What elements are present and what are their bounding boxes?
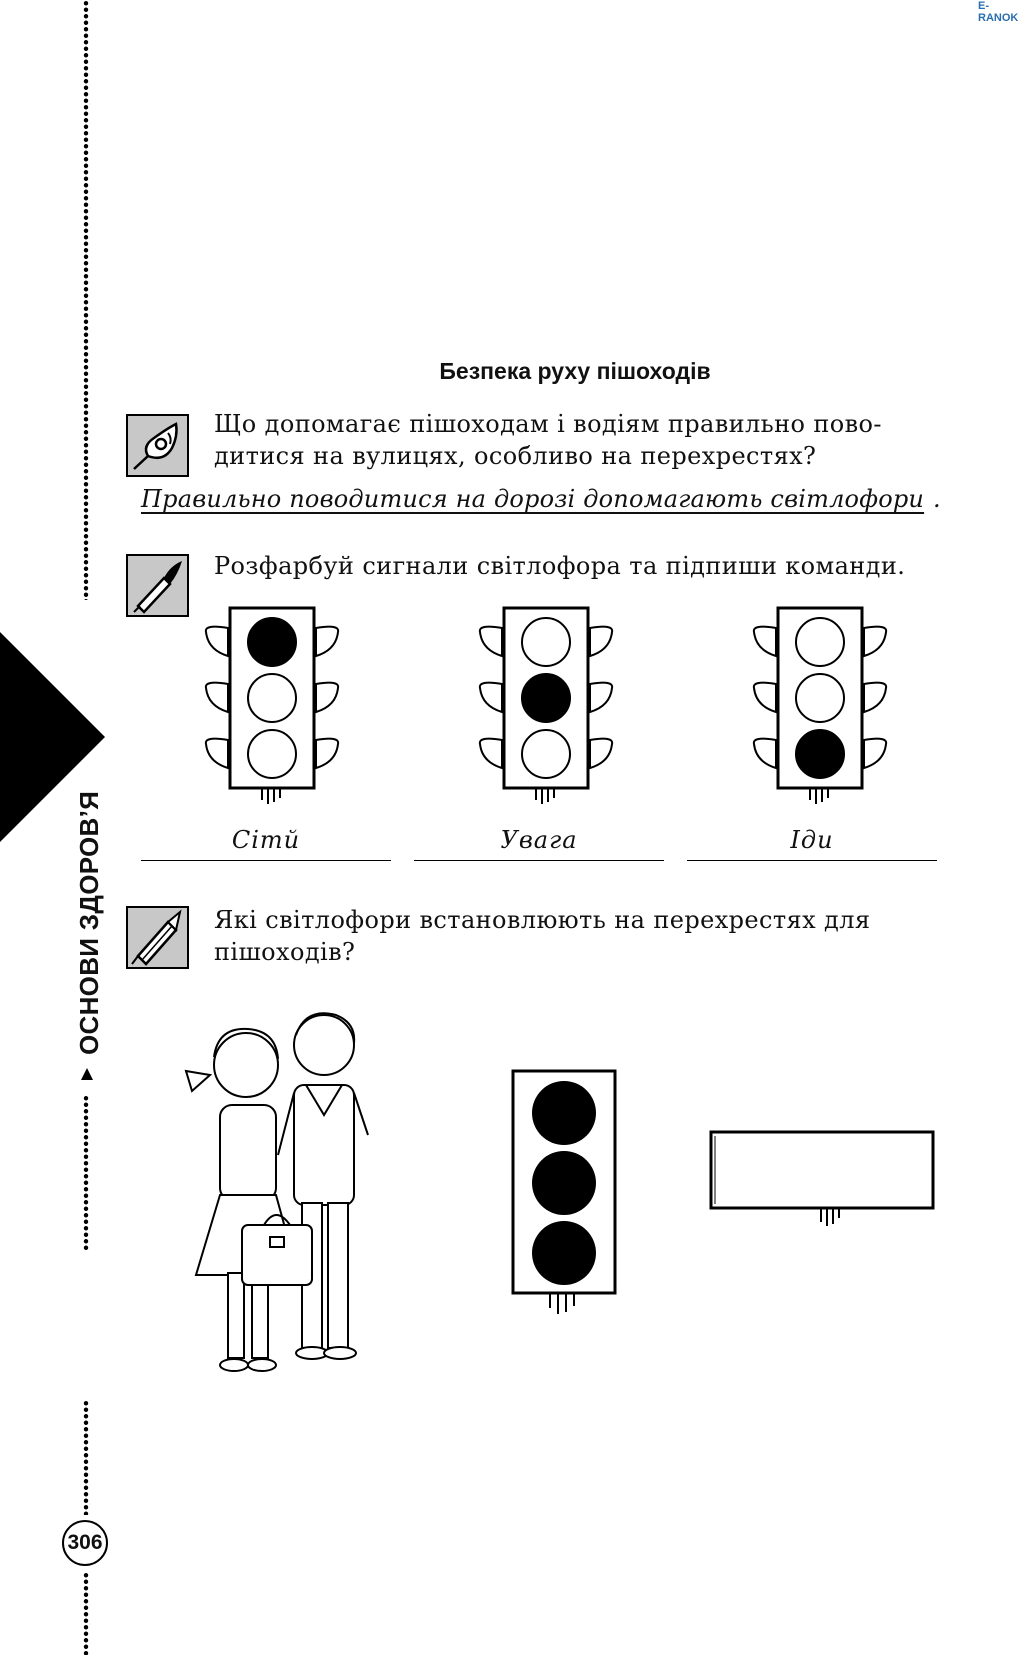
signal-middle <box>248 674 296 722</box>
brand-logo: E-RANOK <box>978 0 1019 24</box>
signal-top <box>248 618 296 666</box>
margin-dotted-line-top <box>83 0 89 600</box>
section-label: ОСНОВИ ЗДОРОВ’Я <box>74 790 104 1055</box>
command-label-attention: Увага <box>500 826 578 854</box>
blank-traffic-light <box>705 1128 941 1228</box>
page-title: Безпека руху пішоходів <box>439 358 711 384</box>
answer-line-1 <box>141 860 391 861</box>
section-arrow-icon <box>81 1068 93 1080</box>
answer-line-2 <box>414 860 664 861</box>
command-label-go: Іди <box>790 826 834 854</box>
discussion-icon <box>126 414 189 477</box>
margin-dotted-line-lower <box>83 1400 89 1515</box>
margin-dotted-line-middle <box>83 1095 89 1251</box>
pencil-icon <box>126 906 189 969</box>
task3-question: Які світлофори встановлюють на перехрестях для пішоходів? <box>214 906 871 966</box>
task1-answer: Правильно поводитися на дорозі допомагають світлофори <box>141 485 925 513</box>
task2-instruction: Розфарбуй сигнали світлофора та підпиши команди. <box>214 552 906 580</box>
pedestrian-traffic-light <box>510 1068 620 1318</box>
traffic-light-stop <box>202 606 342 806</box>
children-illustration <box>166 1005 386 1405</box>
answer-line-3 <box>687 860 937 861</box>
signal-bottom <box>248 730 296 778</box>
traffic-light-go <box>750 606 890 806</box>
task1-answer-period: . <box>933 485 941 513</box>
margin-dotted-line-bottom <box>83 1572 89 1655</box>
paintbrush-icon <box>126 554 189 617</box>
command-label-stop: Сітй <box>231 826 301 854</box>
page-number: 306 <box>62 1520 108 1566</box>
task1-question: Що допомагає пішоходам і водіям правильно пово- дитися на вулицях, особливо на перехрестях? <box>214 410 882 470</box>
traffic-light-attention <box>476 606 616 806</box>
